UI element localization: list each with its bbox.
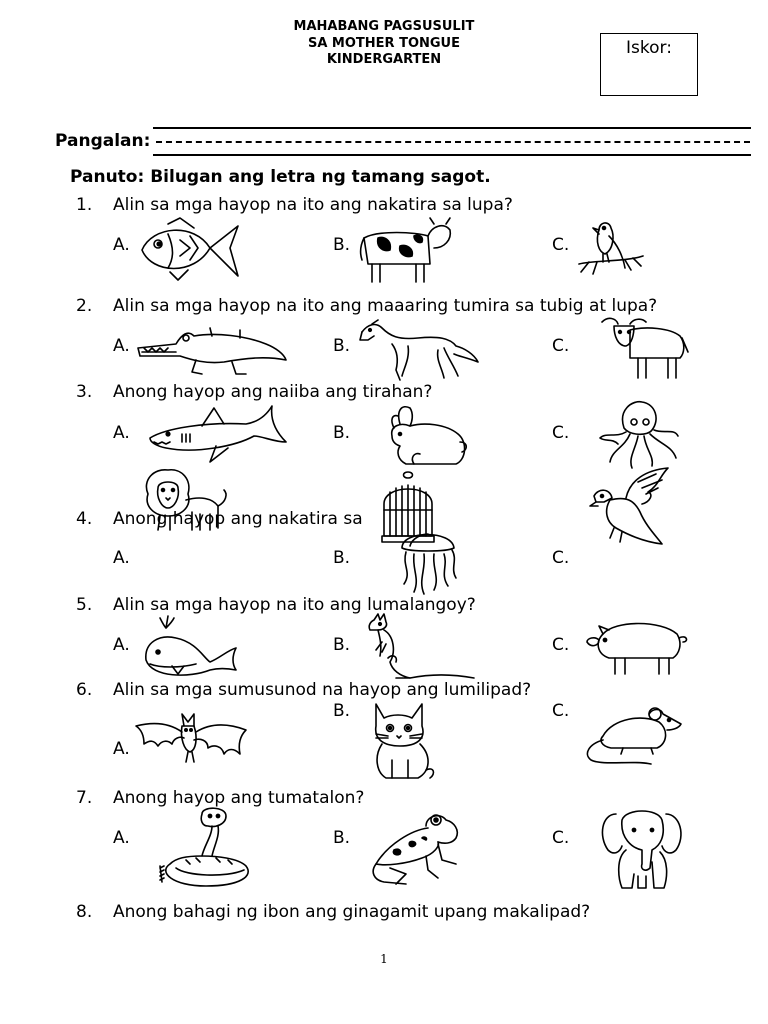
option-letter-a[interactable]: A. xyxy=(113,423,130,443)
title-line-1: MAHABANG PAGSUSULIT xyxy=(293,19,475,34)
page-number: 1 xyxy=(380,952,388,966)
option-letter-a[interactable]: A. xyxy=(113,235,130,255)
question-number: 1. xyxy=(76,195,93,215)
option-letter-c[interactable]: C. xyxy=(552,828,570,848)
jellyfish-icon[interactable] xyxy=(392,526,462,596)
question-number: 2. xyxy=(76,296,93,316)
option-letter-b[interactable]: B. xyxy=(333,701,351,721)
kangaroo-icon[interactable] xyxy=(366,612,476,682)
crocodile-icon[interactable] xyxy=(136,322,288,378)
question-text: Alin sa mga hayop na ito ang maaaring tumira sa tubig at lupa? xyxy=(113,296,658,316)
question-number: 6. xyxy=(76,680,93,700)
bird-icon[interactable] xyxy=(575,216,647,284)
name-answer-line[interactable] xyxy=(156,141,750,143)
fish-icon[interactable] xyxy=(138,218,242,282)
score-label: Iskor: xyxy=(626,38,672,58)
frog-icon[interactable] xyxy=(366,808,460,890)
question-number: 7. xyxy=(76,788,93,808)
option-letter-b[interactable]: B. xyxy=(333,635,351,655)
option-letter-b[interactable]: B. xyxy=(333,828,351,848)
rabbit-icon[interactable] xyxy=(384,402,470,468)
question-text: Alin sa mga hayop na ito ang nakatira sa lupa? xyxy=(113,195,513,215)
option-letter-c[interactable]: C. xyxy=(552,423,570,443)
question-text: Anong bahagi ng ibon ang ginagamit upang makalipad? xyxy=(113,902,591,922)
question-text: Alin sa mga hayop na ito ang lumalangoy? xyxy=(113,595,476,615)
cat-icon[interactable] xyxy=(368,700,438,782)
name-label: Pangalan: xyxy=(55,131,151,151)
question-text: Alin sa mga sumusunod na hayop ang lumilipad? xyxy=(113,680,532,700)
snake-icon[interactable] xyxy=(156,806,258,890)
option-letter-c[interactable]: C. xyxy=(552,701,570,721)
horse-icon[interactable] xyxy=(358,318,480,382)
name-rule-bottom xyxy=(153,154,751,156)
cow-icon[interactable] xyxy=(358,218,456,286)
title-line-2: SA MOTHER TONGUE xyxy=(307,36,460,51)
octopus-icon[interactable] xyxy=(598,398,680,470)
eagle-icon[interactable] xyxy=(586,466,672,550)
question-text: Anong hayop ang naiiba ang tirahan? xyxy=(113,382,433,402)
option-letter-b[interactable]: B. xyxy=(333,336,351,356)
option-letter-b[interactable]: B. xyxy=(333,235,351,255)
bat-icon[interactable] xyxy=(134,704,250,776)
question-text: Anong hayop ang tumatalon? xyxy=(113,788,365,808)
name-rule-top xyxy=(153,127,751,129)
title-line-3: KINDERGARTEN xyxy=(326,52,442,67)
carabao-icon[interactable] xyxy=(600,316,690,382)
option-letter-a[interactable]: A. xyxy=(113,635,130,655)
pig-icon[interactable] xyxy=(585,612,691,678)
instructions: Panuto: Bilugan ang letra ng tamang sagot. xyxy=(70,167,491,187)
option-letter-a[interactable]: A. xyxy=(113,739,130,759)
option-letter-a[interactable]: A. xyxy=(113,336,130,356)
shark-icon[interactable] xyxy=(146,402,288,468)
option-letter-b[interactable]: B. xyxy=(333,548,351,568)
question-number: 8. xyxy=(76,902,93,922)
option-letter-c[interactable]: C. xyxy=(552,548,570,568)
question-number: 4. xyxy=(76,509,93,529)
option-letter-a[interactable]: A. xyxy=(113,828,130,848)
question-text: Anong hayop ang nakatira sa xyxy=(113,509,363,529)
question-number: 3. xyxy=(76,382,93,402)
mouse-icon[interactable] xyxy=(583,704,685,768)
option-letter-c[interactable]: C. xyxy=(552,336,570,356)
option-letter-c[interactable]: C. xyxy=(552,235,570,255)
option-letter-b[interactable]: B. xyxy=(333,423,351,443)
option-letter-a[interactable]: A. xyxy=(113,548,130,568)
option-letter-c[interactable]: C. xyxy=(552,635,570,655)
whale-icon[interactable] xyxy=(140,614,238,682)
elephant-icon[interactable] xyxy=(596,806,688,892)
question-number: 5. xyxy=(76,595,93,615)
